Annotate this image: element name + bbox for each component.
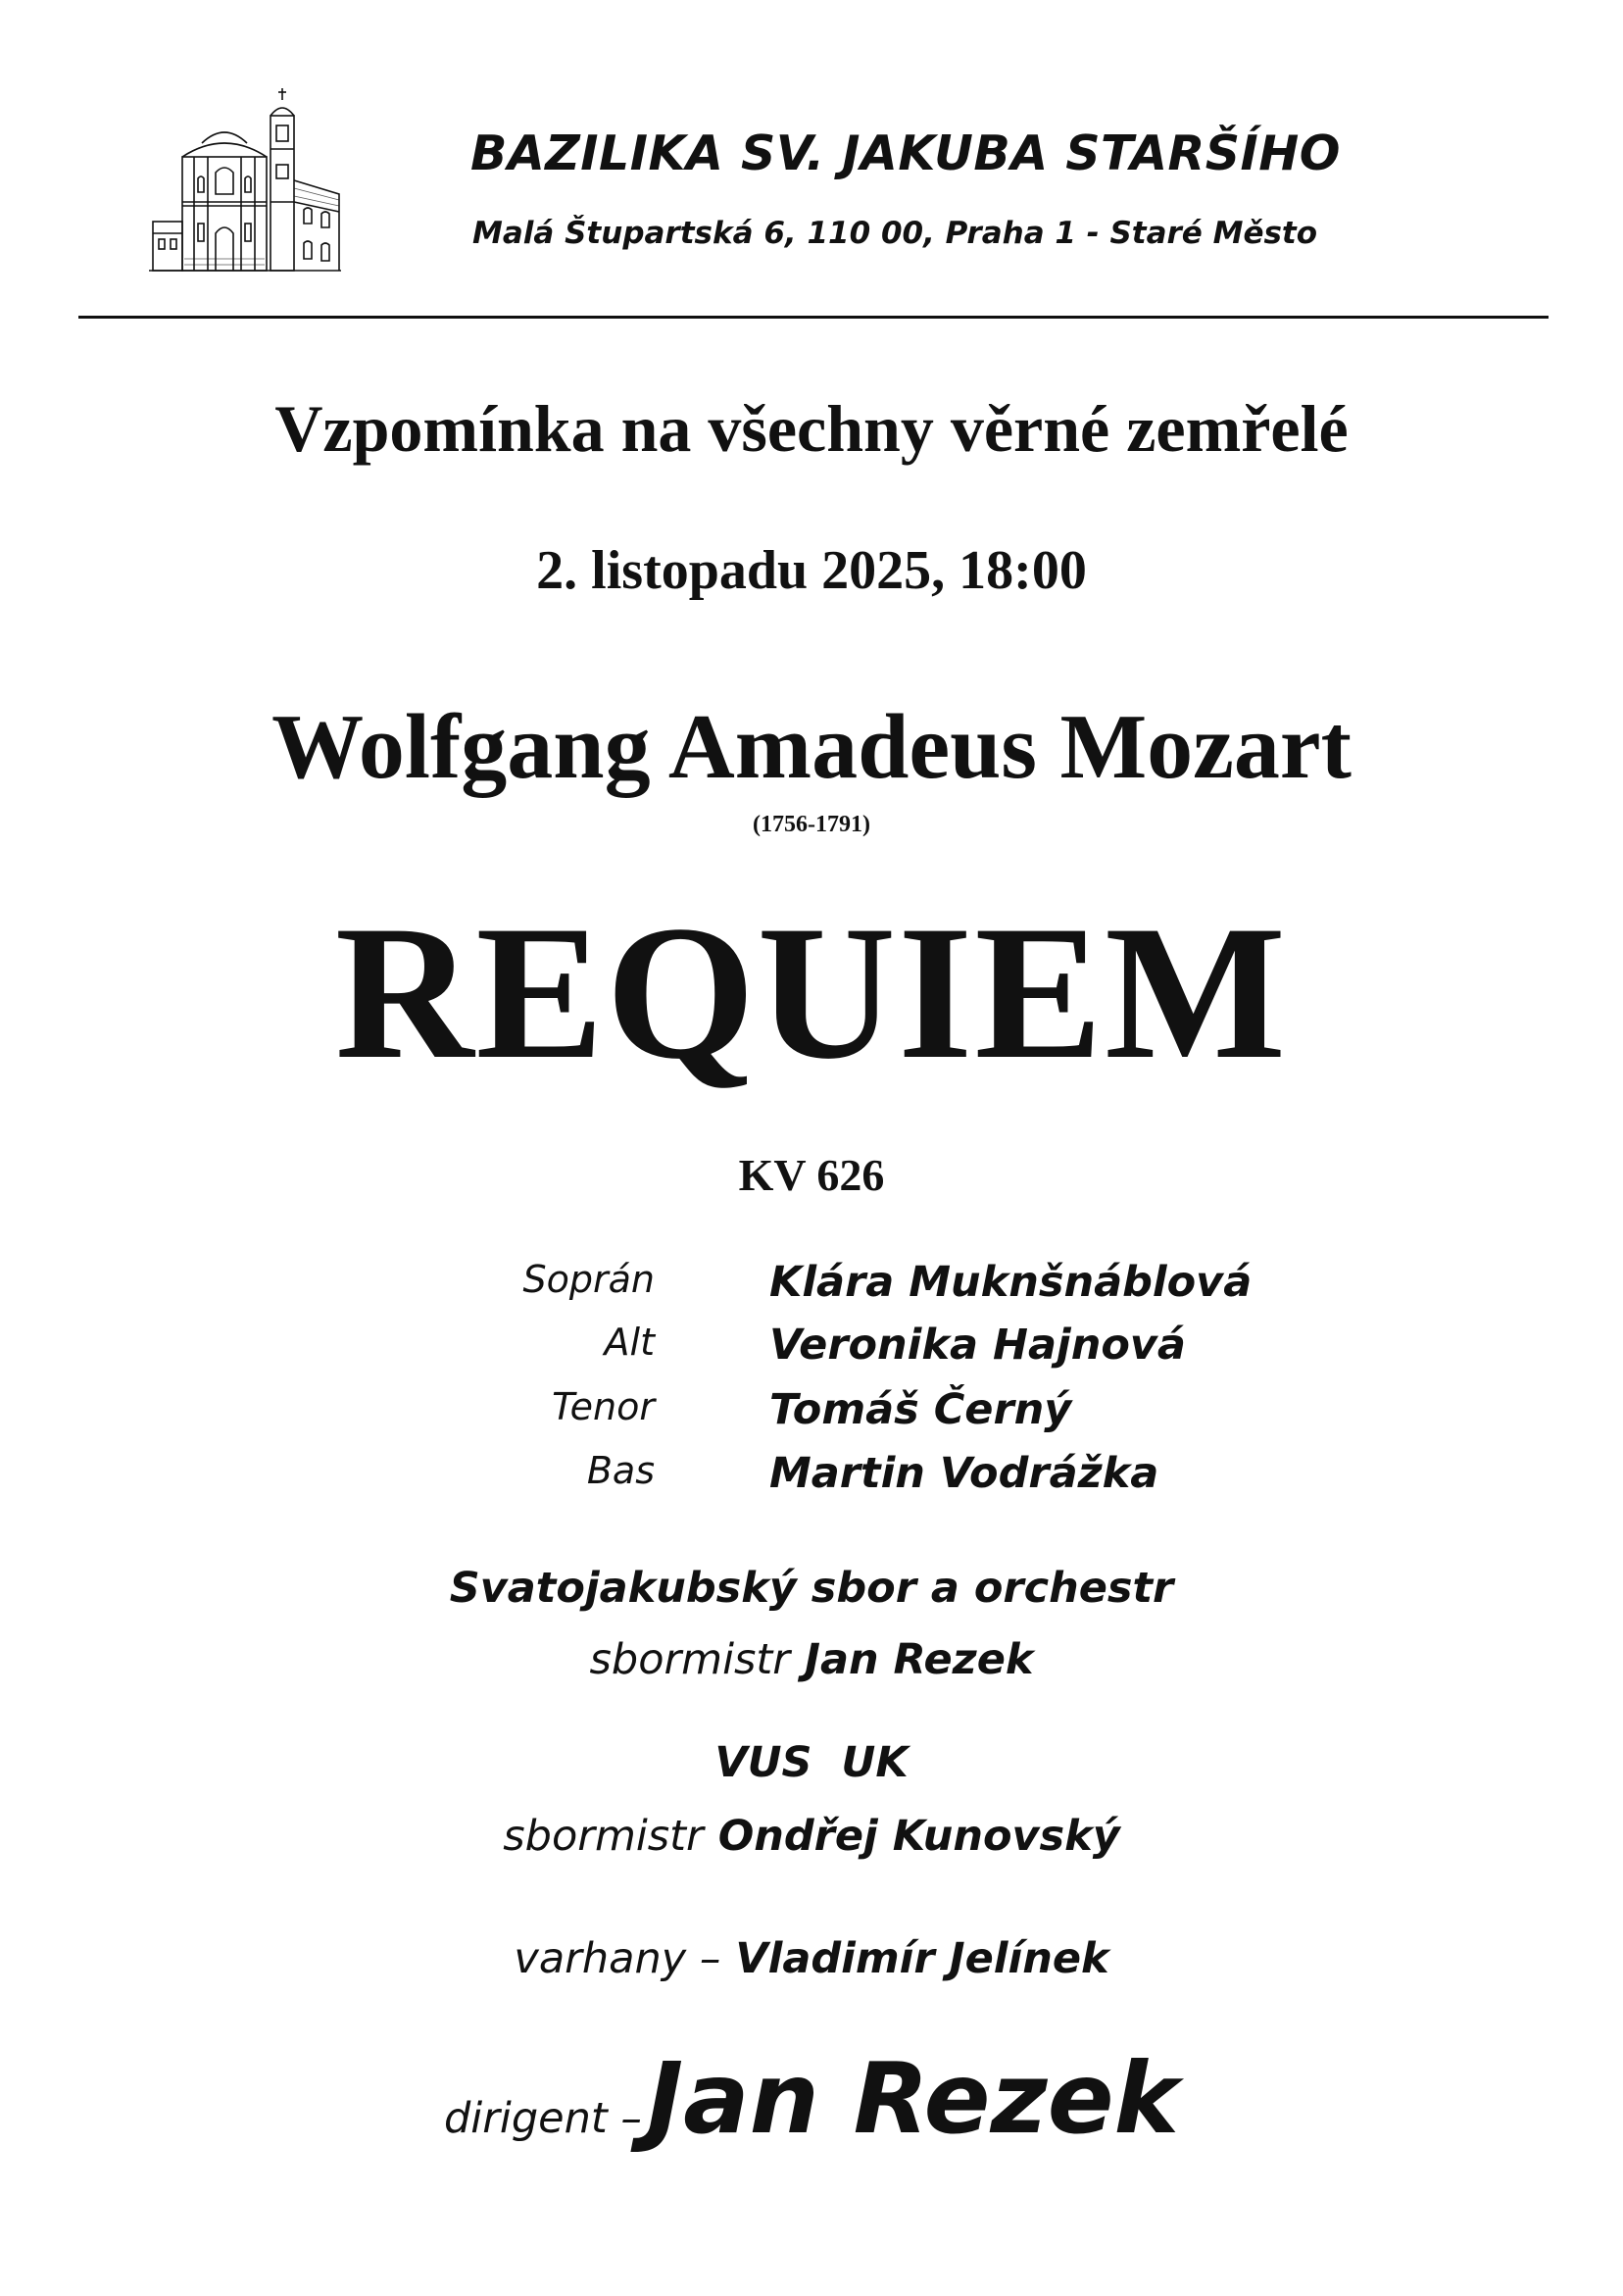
event-title: Vzpomínka na všechny věrné zemřelé	[274, 391, 1349, 466]
choir-master-line	[0, 1635, 1623, 1684]
venue-name: BAZILIKA SV. JAKUBA STARŠÍHO	[470, 125, 1341, 181]
composer-name: Wolfgang Amadeus Mozart	[271, 696, 1352, 798]
venue-address: Malá Štupartská 6, 110 00, Praha 1 - Staré Město	[472, 216, 1318, 251]
soloist-row	[0, 1449, 1623, 1510]
conductor-line	[0, 2041, 1623, 2156]
church-facade-icon	[147, 86, 343, 278]
soloist-role: Alt	[604, 1321, 655, 1364]
second-choir-master-line	[0, 1812, 1623, 1861]
catalog-number: KV 626	[738, 1150, 885, 1200]
soloist-role: Soprán	[522, 1258, 655, 1301]
composer-years: (1756-1791)	[753, 812, 870, 837]
organ-line	[0, 1934, 1623, 1983]
soloist-name: Veronika Hajnová	[769, 1321, 1186, 1370]
soloist-role: Bas	[586, 1449, 655, 1492]
soloist-name: Klára Muknšnáblová	[769, 1258, 1253, 1307]
event-date: 2. listopadu 2025, 18:00	[536, 540, 1087, 601]
header-divider	[78, 316, 1549, 319]
soloist-role: Tenor	[552, 1385, 655, 1428]
second-choir-master-name: Ondřej Kunovský	[717, 1812, 1120, 1861]
soloist-row	[0, 1385, 1623, 1446]
soloist-row	[0, 1321, 1623, 1381]
conductor-name: Jan Rezek	[646, 2041, 1180, 2156]
soloist-name: Tomáš Černý	[769, 1385, 1072, 1434]
choir-name: Svatojakubský sbor a orchestr	[449, 1564, 1174, 1613]
choir-master-name: Jan Rezek	[804, 1635, 1034, 1684]
soloist-name: Martin Vodrážka	[769, 1449, 1159, 1498]
second-choir-name: VUS UK	[714, 1738, 909, 1787]
second-choir-master-label: sbormistr	[503, 1812, 704, 1861]
soloist-row	[0, 1258, 1623, 1319]
organist-name: Vladimír Jelínek	[735, 1934, 1109, 1983]
conductor-label: dirigent –	[443, 2094, 642, 2143]
work-title: REQUIEM	[334, 886, 1289, 1099]
choir-master-label: sbormistr	[589, 1635, 790, 1684]
organ-label: varhany –	[514, 1934, 721, 1983]
